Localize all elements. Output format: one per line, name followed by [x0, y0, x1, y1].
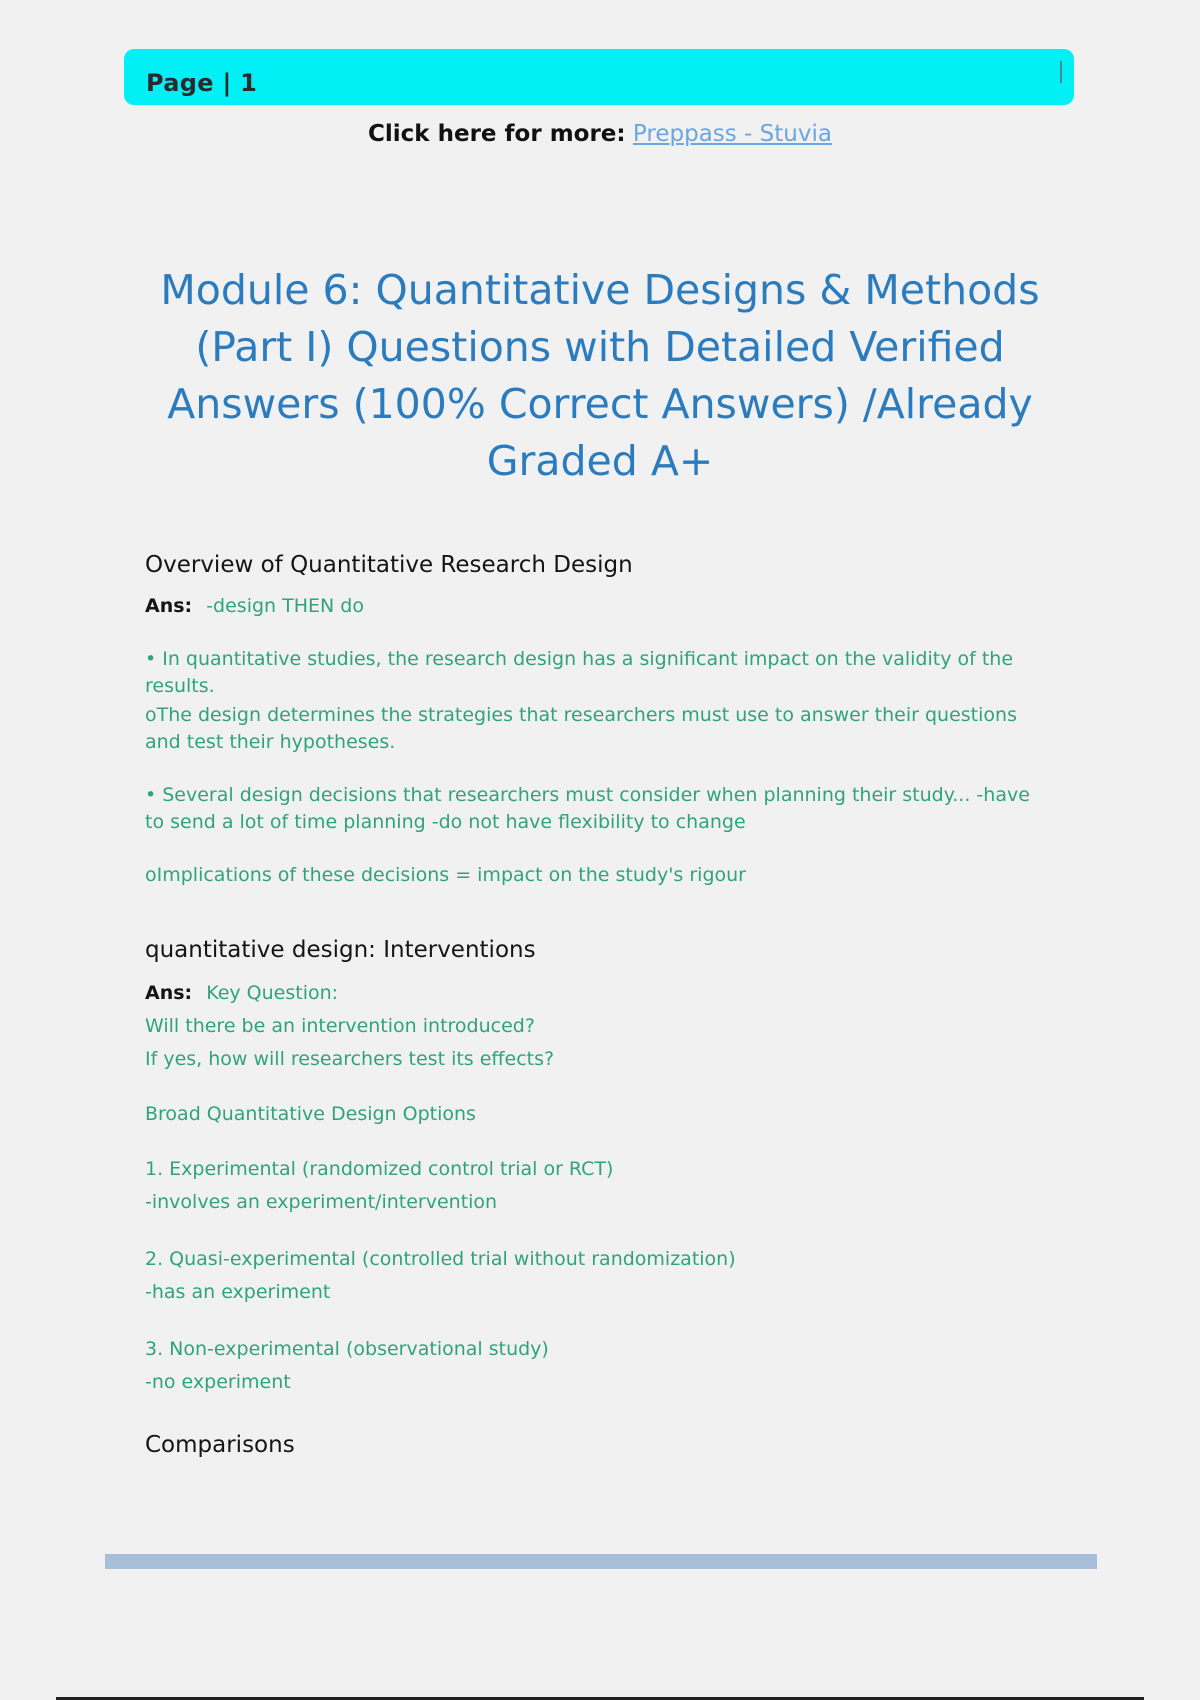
preppass-stuvia-link[interactable]: Preppass - Stuvia — [632, 121, 832, 147]
answer-paragraph — [145, 646, 1050, 756]
question-heading: Overview of Quantitative Research Design — [145, 552, 633, 578]
header-divider-mark — [1060, 61, 1062, 83]
answer-text: -has an experiment — [145, 1281, 331, 1303]
answer-text: Will there be an intervention introduced? — [145, 1015, 535, 1037]
document-title: Module 6: Quantitative Designs & Methods (Part I) Questions with Detailed Verified Answers (100% Correct Answers) /Already Graded A+ — [160, 266, 1040, 485]
answer-paragraph — [145, 1244, 1050, 1308]
answer-text: 3. Non-experimental (observational study) — [145, 1338, 549, 1360]
answer-text: 2. Quasi-experimental (controlled trial without randomization) — [145, 1248, 736, 1270]
qa-content — [145, 550, 1050, 1473]
answer-text: • Several design decisions that researchers must consider when planning their study... -have to send a lot of time planning -do not have flexibility to change — [145, 784, 1030, 833]
question-heading: Comparisons — [145, 1432, 295, 1458]
promo-line — [0, 121, 1200, 147]
ans-label: Ans: — [145, 595, 193, 617]
question-heading: quantitative design: Interventions — [145, 937, 536, 963]
answer-text: -involves an experiment/intervention — [145, 1191, 498, 1213]
answer-text: Key Question: — [206, 982, 339, 1004]
spacer — [145, 1398, 1050, 1430]
answer-paragraph — [145, 593, 1050, 620]
answer-text: -no experiment — [145, 1371, 291, 1393]
answer-text: -design THEN do — [206, 595, 364, 617]
page-number-label: Page | 1 — [146, 69, 258, 97]
answer-block — [145, 593, 1050, 889]
answer-paragraph — [145, 978, 1050, 1075]
answer-paragraph — [145, 1101, 1050, 1128]
answer-paragraph — [145, 782, 1050, 836]
spacer — [145, 889, 1050, 935]
promo-label: Click here for more: — [368, 121, 626, 147]
answer-text: If yes, how will researchers test its effects? — [145, 1048, 555, 1070]
page-header-bar — [124, 49, 1074, 105]
answer-text: 1. Experimental (randomized control trial or RCT) — [145, 1158, 614, 1180]
answer-text: oThe design determines the strategies that researchers must use to answer their questions and test their hypotheses. — [145, 704, 1017, 753]
answer-text: oImplications of these decisions = impact on the study's rigour — [145, 864, 746, 886]
answer-paragraph — [145, 862, 1050, 889]
answer-text: Broad Quantitative Design Options — [145, 1103, 476, 1125]
answer-paragraph — [145, 1334, 1050, 1398]
ans-label: Ans: — [145, 982, 193, 1004]
footer-divider-bar — [105, 1554, 1097, 1569]
answer-paragraph — [145, 1154, 1050, 1218]
answer-text: • In quantitative studies, the research design has a significant impact on the validity of the results. — [145, 648, 1014, 697]
answer-block — [145, 978, 1050, 1398]
